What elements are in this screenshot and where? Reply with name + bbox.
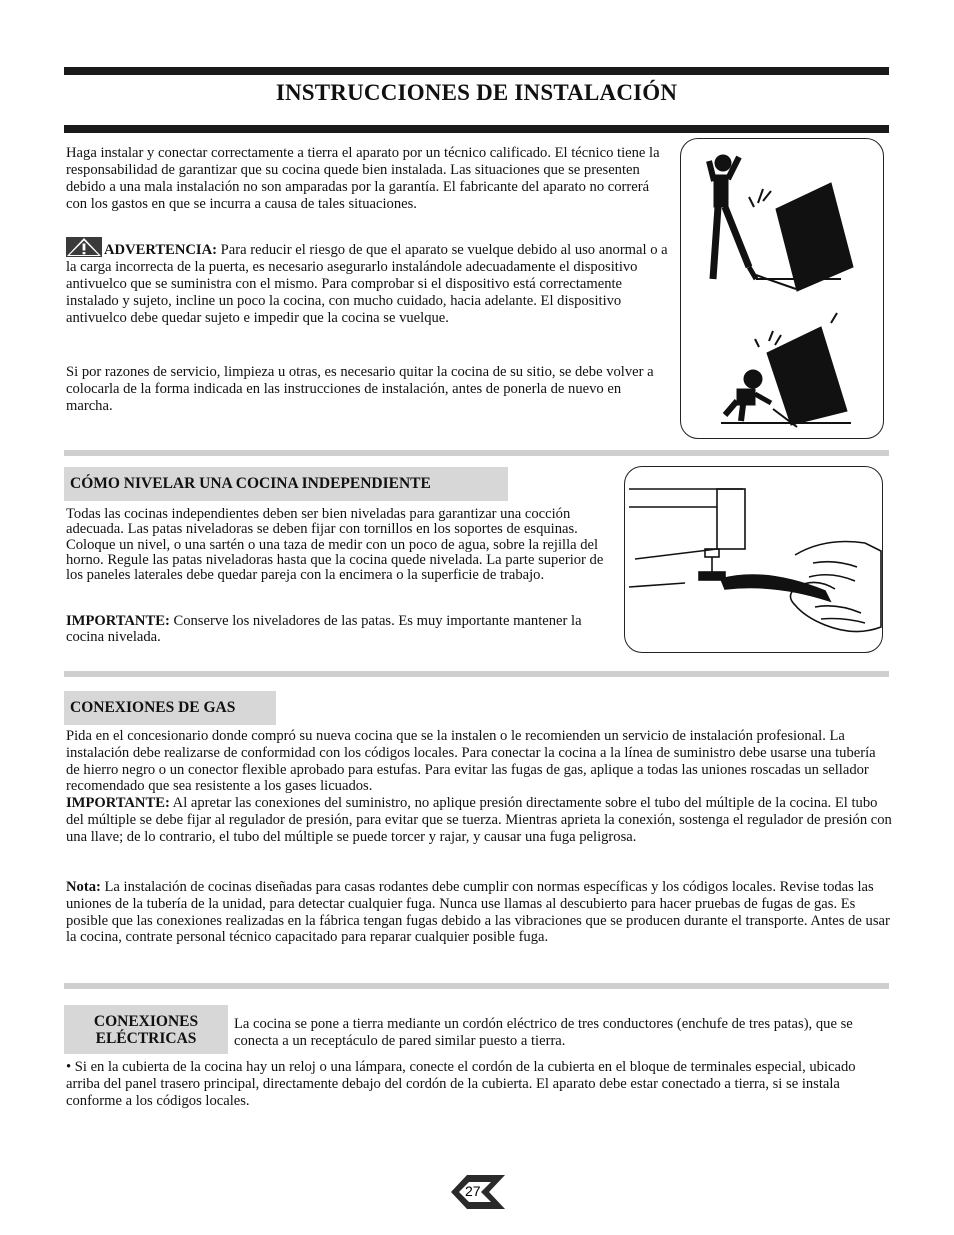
electric-heading-line1: CONEXIONES [93,1012,199,1030]
page-number: 27 [465,1183,481,1199]
leveling-important-label: IMPORTANTE: [66,613,170,629]
section-divider [64,983,889,989]
gas-important-label: IMPORTANTE: [66,795,170,812]
leveling-illustration [624,466,883,653]
electric-heading [64,1005,228,1054]
leveling-paragraph: Todas las cocinas independientes deben ser bien niveladas para garantizar una cocción adecuada. Las patas niveladoras se deben fijar con tornillos en los soportes de esquinas. Coloque un nivel, o una sartén o una taza de medir con un poco de agua, sobre la rejilla del horno. Regule las patas niveladoras hasta que la cocina quede nivelada. La parte superior de los paneles laterales debe quedar pareja con la encimera o la superficie de trabajo. [66,506,604,584]
gas-important-text: Al apretar las conexiones del suministro, no aplique presión directamente sobre el tubo del múltiple de la cocina. El tubo del múltiple se debe fijar al regulador de presión, para evitar que se tuerza. Mientras aprieta la conexión, sostenga el regulador de presión con una llave; de lo contrario, el tubo del múltiple se puede torcer y rajar, y causar una fuga peligrosa. [66,795,892,845]
leveling-important-text: Conserve los niveladores de las patas. Es muy importante mantener la cocina nivelada. [66,613,582,645]
warning-label: ADVERTENCIA: [104,242,218,258]
title-underline-rule [64,125,889,133]
warning-text: Para reducir el riesgo de que el aparato se vuelque debido al uso anormal o a la carga incorrecta de la puerta, es necesario asegurarlo instalándole adecuadamente el dispositivo antivuelco que se suministra con el mismo. Para comprobar si el dispositivo está correctamente instalado y sujeto, incline un poco la cocina, con mucho cuidado, hacia adelante. El dispositivo antivuelco debe quedar sujeto e impedir que la cocina se vuelque. [66,242,668,326]
anti-tip-illustration [680,138,884,439]
electric-paragraph: La cocina se pone a tierra mediante un cordón eléctrico de tres conductores (enchufe de tres patas), que se conecta a un receptáculo de pared similar puesto a tierra. [234,1016,853,1049]
warning-triangle-icon [66,237,102,257]
leveling-heading: CÓMO NIVELAR UNA COCINA INDEPENDIENTE [64,467,508,501]
intro-paragraph: Haga instalar y conectar correctamente a tierra el aparato por un técnico calificado. El técnico tiene la responsabilidad de garantizar que su cocina quede bien instalada. Las situaciones que se presenten debido a una mala instalación no son amparadas por la garantía. El fabricante del aparato no correrá con los gastos en que se incurra a causa de tales situaciones. [66,145,660,212]
service-paragraph: Si por razones de servicio, limpieza u otras, es necesario quitar la cocina de su sitio, se debe volver a colocarla de la forma indicada en las instrucciones de instalación, antes de ponerla de nuevo en marcha. [66,364,654,414]
page-number-badge [447,1173,507,1211]
electric-bullet: • Si en la cubierta de la cocina hay un reloj o una lámpara, conecte el cordón de la cubierta en el bloque de terminales especial, ubicado arriba del panel trasero principal, directamente debajo del cordón de la cubierta. El aparato debe estar conectado a tierra, si se instala conforme a los códigos locales. [66,1059,856,1109]
electric-heading-line2: ELÉCTRICAS [95,1029,197,1047]
gas-note-text: La instalación de cocinas diseñadas para casas rodantes debe cumplir con normas específicas y los códigos locales. Revise todas las uniones de la tubería de la unidad, para detectar cualquier fuga. Nunca use llamas al descubierto para hacer pruebas de fugas de gas. Es posible que las conexiones realizadas en la fábrica tengan fugas debido a las vibraciones que se producen durante el transporte. Antes de usar la cocina, contrate personal técnico capacitado para reparar cualquier posible fuga. [66,879,890,946]
gas-intro-text: Pida en el concesionario donde compró su nueva cocina que se la instalen o le recomienden un servicio de instalación profesional. La instalación debe realizarse de conformidad con los códigos locales. Para conectar la cocina a la línea de suministro debe usarse una tubería de hierro negro o un conector flexible aprobado para estufas. Para evitar las fugas de gas, aplique a todas las uniones roscadas un sellador recomendado que sea resistente a los gases licuados. [66,728,876,795]
gas-note [66,879,892,946]
top-rule [64,67,889,75]
section-divider [64,671,889,677]
section-divider [64,450,889,456]
gas-heading: CONEXIONES DE GAS [64,691,276,725]
page-title: INSTRUCCIONES DE INSTALACIÓN [275,80,678,105]
leveling-important [66,613,606,645]
gas-paragraph [66,728,892,846]
warning-paragraph [66,237,671,327]
gas-note-label: Nota: [66,879,101,895]
